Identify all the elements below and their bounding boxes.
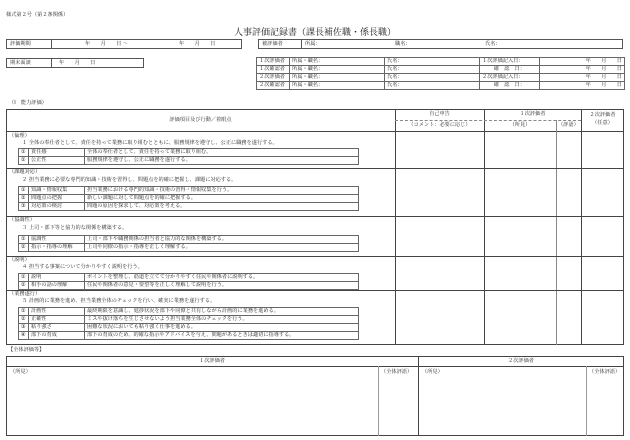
item-number: ③ xyxy=(19,324,29,332)
category-name: （課題対応） xyxy=(9,169,41,175)
overall-second-header: ２次評価者 xyxy=(508,358,534,364)
overall-second-score[interactable]: （全体評語） xyxy=(589,369,621,375)
item-number: ② xyxy=(19,282,29,290)
table-row xyxy=(19,187,359,195)
category-items xyxy=(18,148,359,165)
item-description: 住民や関係者の意見・要望等を正しく理解して説明を行う。 xyxy=(85,282,359,290)
table-row xyxy=(19,324,359,332)
item-description: 困難な状況においても粘り強く仕事を進める。 xyxy=(85,324,359,332)
item-number: ① xyxy=(19,308,29,316)
evaluator-role: ２次確認者 xyxy=(257,82,290,90)
item-name: 部下の育成 xyxy=(29,332,85,340)
col-self-sub-header: （コメント：必要に応じ） xyxy=(408,122,471,128)
evaluatee-label: 被評価者 xyxy=(262,41,283,47)
col-second-header: ２次評価者 xyxy=(589,112,616,118)
item-number: ② xyxy=(19,157,29,165)
item-number: ④ xyxy=(19,332,29,340)
category-statement: ４ 担当する事案について分かりやすく説明を行う。 xyxy=(22,264,143,270)
item-name: 粘り強さ xyxy=(29,324,85,332)
closing-interview-box xyxy=(6,58,144,68)
closing-label: 期末面談 xyxy=(10,60,31,66)
evaluator-dept[interactable]: 所属・職名： xyxy=(290,82,385,90)
evaluator-name[interactable]: 氏名： xyxy=(385,58,480,66)
evaluators-table xyxy=(256,57,625,90)
period-label: 評価期間 xyxy=(10,41,31,47)
evaluator-row xyxy=(257,58,625,66)
item-description: ポイントを整理し、筋道を立てて分かりやすく住民や関係者に説明する。 xyxy=(85,274,359,282)
table-row xyxy=(19,157,359,165)
item-description: 上司・部下や職務関係の担当者と協力的な関係を構築する。 xyxy=(85,236,359,244)
table-row xyxy=(19,244,359,252)
item-description: 部下の育成のため、的確な指示やアドバイスを与え、問題があるときは適切に指導する。 xyxy=(85,332,359,340)
item-number: ② xyxy=(19,244,29,252)
category-statement: ２ 担当業務に必要な専門的知識・技術を習得し、問題点を的確に把握し、課題に対応する。 xyxy=(22,177,237,183)
evaluator-date[interactable]: 年 月 日 xyxy=(540,66,625,74)
evaluatee-post[interactable]: 職名： xyxy=(395,41,411,47)
item-number: ③ xyxy=(19,203,29,211)
evaluatee-box xyxy=(258,39,623,49)
evaluator-dept[interactable]: 所属・職名： xyxy=(290,58,385,66)
overall-title: 【全体評価等】 xyxy=(8,347,45,353)
period-to[interactable]: 年 月 日 xyxy=(179,41,216,47)
item-description: 担当業務における専門的知識・技術の習得・情報収集を行う。 xyxy=(85,187,359,195)
category-items xyxy=(18,307,359,340)
evaluation-period-box xyxy=(6,39,242,49)
evaluator-role: １次確認者 xyxy=(257,66,290,74)
col-first-opinion: （所見） xyxy=(509,122,531,128)
item-name: 公正性 xyxy=(29,157,85,165)
evaluator-record-label: 確 認 日： xyxy=(480,82,540,90)
evaluator-name[interactable]: 氏名： xyxy=(385,74,480,82)
evaluator-role: １次評価者 xyxy=(257,58,290,66)
item-name: 指示・指導の理解 xyxy=(29,244,85,252)
item-description: 最終期限を意識し、進捗状況を部下や同僚と共有しながら計画的に業務を進める。 xyxy=(85,308,359,316)
evaluator-role: ２次評価者 xyxy=(257,74,290,82)
table-row xyxy=(19,274,359,282)
evaluator-dept[interactable]: 所属・職名： xyxy=(290,74,385,82)
category-items xyxy=(18,186,359,211)
item-name: 対応策の検討 xyxy=(29,203,85,211)
col-first-score: （評語） xyxy=(558,122,579,128)
item-name: 説明 xyxy=(29,274,85,282)
overall-first-header: １次評価者 xyxy=(199,358,225,364)
evaluator-date[interactable]: 年 月 日 xyxy=(540,74,625,82)
evaluator-name[interactable]: 氏名： xyxy=(385,82,480,90)
item-name: 正確性 xyxy=(29,316,85,324)
overall-evaluation-table xyxy=(6,356,624,436)
category-items xyxy=(18,273,359,290)
form-number: 様式第２号（第２条関係） xyxy=(6,12,69,18)
evaluatee-name[interactable]: 氏名： xyxy=(485,41,501,47)
item-description: ミスや抜け落ちを生じさせないよう担当業務全体のチェックを行う。 xyxy=(85,316,359,324)
overall-second-opinion[interactable]: （所見） xyxy=(422,369,443,375)
overall-first-opinion[interactable]: （所見） xyxy=(10,369,31,375)
table-row xyxy=(19,332,359,340)
evaluator-record-label: 確 認 日： xyxy=(480,66,540,74)
table-row xyxy=(19,308,359,316)
evaluator-row xyxy=(257,74,625,82)
evaluatee-dept[interactable]: 所属： xyxy=(305,41,321,47)
table-row xyxy=(19,203,359,211)
evaluator-record-label: ２次評価記入日： xyxy=(480,74,540,82)
table-row xyxy=(19,195,359,203)
evaluator-date[interactable]: 年 月 日 xyxy=(540,58,625,66)
evaluator-date[interactable]: 年 月 日 xyxy=(540,82,625,90)
category-statement: １ 全体の奉仕者として、責任を持って業務に取り組むとともに、服務規律を遵守し、公正に職務を遂行する。 xyxy=(22,140,278,146)
evaluator-name[interactable]: 氏名： xyxy=(385,66,480,74)
item-name: 責任感 xyxy=(29,149,85,157)
col-self-header: 自己申告 xyxy=(429,111,450,117)
col-second-sub: （任意） xyxy=(592,120,613,126)
item-description: 服務規律を遵守し、公正に職務を遂行する。 xyxy=(85,157,359,165)
item-number: ② xyxy=(19,195,29,203)
item-name: 相手の話の理解 xyxy=(29,282,85,290)
item-number: ① xyxy=(19,187,29,195)
item-description: 上司や同僚の指示・指導を正しく理解する。 xyxy=(85,244,359,252)
item-number: ① xyxy=(19,236,29,244)
evaluator-record-label: １次評価記入日： xyxy=(480,58,540,66)
overall-first-score[interactable]: （全体評語） xyxy=(381,369,413,375)
item-name: 知識・情報収集 xyxy=(29,187,85,195)
evaluator-row xyxy=(257,82,625,90)
col-first-header: １次評価者 xyxy=(519,111,546,117)
category-name: （倫理） xyxy=(9,133,30,139)
item-number: ② xyxy=(19,316,29,324)
table-row xyxy=(19,316,359,324)
evaluator-row xyxy=(257,66,625,74)
item-description: 新しい課題に対して問題点を的確に把握する。 xyxy=(85,195,359,203)
table-row xyxy=(19,282,359,290)
closing-date[interactable]: 年 月 日 xyxy=(59,60,96,66)
table-row xyxy=(19,149,359,157)
page-title: 人事評価記録書（課長補佐職・係長職） xyxy=(233,28,396,38)
category-statement: ５ 計画的に業務を進め、担当業務全体のチェックを行い、確実に業務を遂行する。 xyxy=(22,298,216,304)
category-statement: ３ 上司・部下等と協力的な関係を構築する。 xyxy=(22,225,128,231)
table-row xyxy=(19,236,359,244)
period-from[interactable]: 年 月 日 ～ xyxy=(85,41,129,47)
category-name: （業務遂行） xyxy=(9,291,41,297)
category-name: （説明） xyxy=(9,257,30,263)
item-name: 協調性 xyxy=(29,236,85,244)
item-number: ① xyxy=(19,149,29,157)
item-description: 全体の奉仕者として、責任を持って業務に取り組む。 xyxy=(85,149,359,157)
col-items-header: 評価項目及び行動／着眼点 xyxy=(169,117,232,123)
item-name: 問題点の把握 xyxy=(29,195,85,203)
category-items xyxy=(18,235,359,252)
evaluator-dept[interactable]: 所属・職名： xyxy=(290,66,385,74)
category-name: （協調性） xyxy=(9,217,35,223)
section-ability-title: （Ⅰ 能力評価） xyxy=(9,100,47,106)
item-name: 計画性 xyxy=(29,308,85,316)
item-number: ① xyxy=(19,274,29,282)
item-description: 問題の原因を探求して、対応策を考える。 xyxy=(85,203,359,211)
